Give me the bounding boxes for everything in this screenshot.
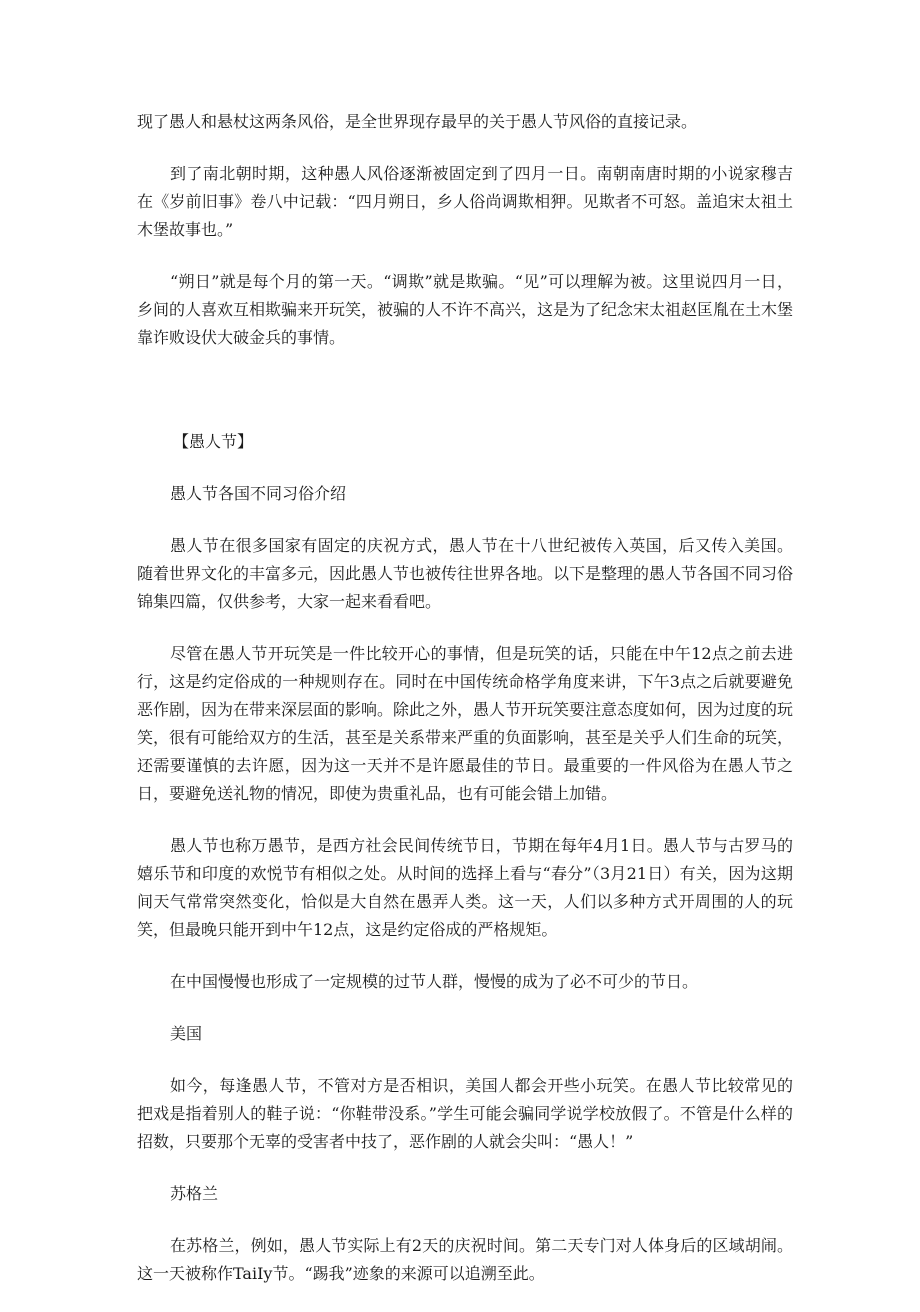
country-heading-usa: 美国 <box>170 1024 203 1043</box>
country-heading-scotland: 苏格兰 <box>170 1184 219 1203</box>
paragraph-continued: 现了愚人和悬杖这两条风俗，是全世界现存最早的关于愚人节风俗的直接记录。 <box>137 112 698 131</box>
paragraph-april-fools-origin: 愚人节也称万愚节，是西方社会民间传统节日，节期在每年4月1日。愚人节与古罗马的嬉乐节和印度的欢悦节有相似之处。从时间的选择上看与“春分”（3月21日）有关，因为这期间天气常常突然变化，恰似是大自然在愚弄人类。这一天，人们以多种方式开周围的人的玩笑，但最晚只能开到中午12点，这是约定俗成的严格规矩。 <box>137 836 793 939</box>
paragraph-north-south-dynasties: 到了南北朝时期，这种愚人风俗逐渐被固定到了四月一日。南朝南唐时期的小说家穆吉在《岁前旧事》卷八中记载：“四月朔日，乡人俗尚调欺相狎。见欺者不可怒。盖追宋太祖土木堡故事也。” <box>137 164 793 239</box>
paragraph-customs-noon: 尽管在愚人节开玩笑是一件比较开心的事情，但是玩笑的话，只能在中午12点之前去进行，这是约定俗成的一种规则存在。同时在中国传统命格学角度来讲，下午3点之后就要避免恶作剧，因为在带来深层面的影响。除此之外，愚人节开玩笑要注意态度如何，因为过度的玩笑，很有可能给双方的生活，甚至是关系带来严重的负面影响，甚至是关乎人们生命的玩笑，还需要谨慎的去许愿，因为这一天并不是许愿最佳的节日。最重要的一件风俗为在愚人节之日，要避免送礼物的情况，即使为贵重礼品，也有可能会错上加错。 <box>137 644 794 803</box>
article-subtitle: 愚人节各国不同习俗介绍 <box>170 484 347 503</box>
paragraph-shuori-explanation: “朔日”就是每个月的第一天。“调欺”就是欺骗。“见”可以理解为被。这里说四月一日，乡间的人喜欢互相欺骗来开玩笑，被骗的人不许不高兴，这是为了纪念宋太祖赵匡胤在土木堡靠诈败设伏大破金兵的事情。 <box>137 272 794 347</box>
paragraph-intro: 愚人节在很多国家有固定的庆祝方式，愚人节在十八世纪被传入英国，后又传入美国。随着世界文化的丰富多元，因此愚人节也被传往世界各地。以下是整理的愚人节各国不同习俗锦集四篇，仅供参考，大家一起来看看吧。 <box>137 536 794 611</box>
paragraph-usa: 如今，每逢愚人节，不管对方是否相识，美国人都会开些小玩笑。在愚人节比较常见的把戏是指着别人的鞋子说：“你鞋带没系。”学生可能会骗同学说学校放假了。不管是什么样的招数，只要那个无辜的受害者中技了，恶作剧的人就会尖叫：“愚人！” <box>137 1076 793 1151</box>
document-page <box>137 108 793 1312</box>
paragraph-china: 在中国慢慢也形成了一定规模的过节人群，慢慢的成为了必不可少的节日。 <box>170 972 699 991</box>
section-heading: 【愚人节】 <box>173 432 254 451</box>
section-spacer <box>137 376 793 428</box>
paragraph-scotland: 在苏格兰，例如，愚人节实际上有2天的庆祝时间。第二天专门对人体身后的区域胡闹。这一天被称作TaiIy节。“踢我”迹象的来源可以追溯至此。 <box>137 1236 793 1283</box>
